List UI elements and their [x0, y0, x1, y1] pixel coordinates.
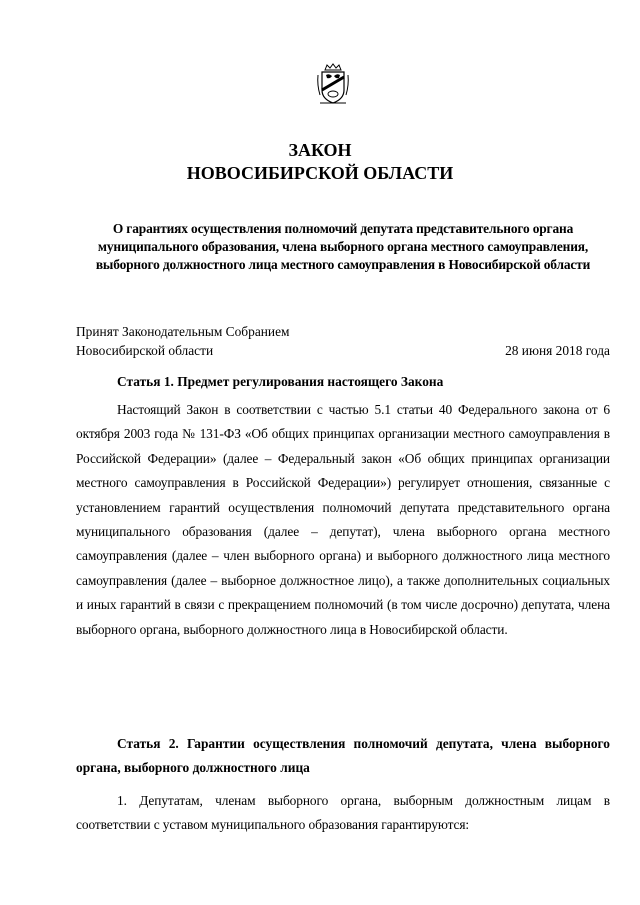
article-1-heading: Статья 1. Предмет регулирования настоящего Закона [117, 374, 444, 389]
law-title [0, 139, 640, 185]
article-1-text: Настоящий Закон в соответствии с частью 5.1 статьи 40 Федерального закона от 6 октября 2003 года № 131-ФЗ «Об общих принципах организации местного самоуправления в Российской Федерации» (далее – Федеральный закон «Об общих принципах организации местного самоуправления в Российской Федерации») регулирует отношения, связанные с установлением гарантий осуществления полномочий депутата представительного органа муниципального образования (далее – депутат), члена выборного органа местного самоуправления (далее – член выборного органа) и выборного должностного лица местного самоуправления (далее – выборное должностное лицо), а также дополнительных социальных и иных гарантий в связи с прекращением полномочий (в том числе досрочно) депутата, члена выборного органа, выборного должностного лица в Новосибирской области. [76, 402, 610, 637]
adoption-body-line1: Принят Законодательным Собранием [76, 324, 290, 339]
law-title-line1: ЗАКОН [288, 140, 352, 160]
article-2-text: 1. Депутатам, членам выборного органа, выборным должностным лицам в соответствии с уставом муниципального образования гарантируются: [76, 793, 610, 833]
novosibirsk-coat-of-arms-icon [316, 63, 350, 105]
adoption-body-line2: Новосибирской области [76, 343, 214, 358]
adoption-block [76, 322, 610, 360]
law-title-line2: НОВОСИБИРСКОЙ ОБЛАСТИ [186, 163, 454, 183]
law-subject: О гарантиях осуществления полномочий депутата представительного органа муниципального образования, члена выборного органа местного самоуправления, выборного должностного лица местного самоуправления в Новосибирской области [95, 221, 591, 272]
article-2-heading: Статья 2. Гарантии осуществления полномочий депутата, члена выборного органа, выборного должностного лица [76, 736, 610, 776]
adoption-date: 28 июня 2018 года [505, 343, 610, 358]
